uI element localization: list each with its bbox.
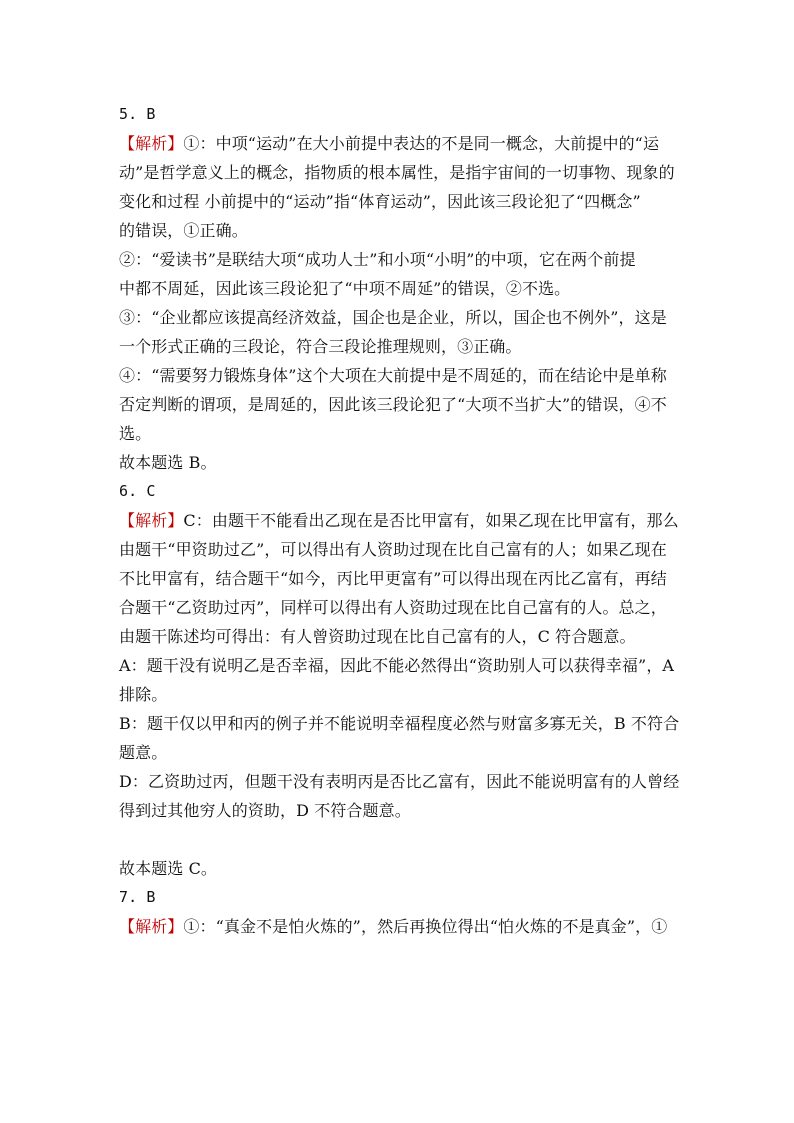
text-line xyxy=(119,361,679,390)
text-line xyxy=(119,767,679,796)
text-line xyxy=(119,332,679,361)
question-label: 6. C xyxy=(119,482,156,500)
line-text: D：乙资助过丙，但题干没有表明丙是否比乙富有，因此不能说明富有的人曾经 xyxy=(119,772,680,791)
text-line xyxy=(119,564,679,593)
text-line xyxy=(119,854,679,883)
line-text: 得到过其他穷人的资助，D 不符合题意。 xyxy=(119,801,411,820)
line-text: 由题干陈述均可得出：有人曾资助过现在比自己富有的人，C 符合题意。 xyxy=(119,627,636,646)
analysis-tag: 【解析】 xyxy=(119,917,184,936)
text-line xyxy=(119,245,679,274)
text-line xyxy=(119,187,679,216)
line-text: 变化和过程 小前提中的“运动”指“体育运动”，因此该三段论犯了“四概念” xyxy=(119,192,641,211)
line-text: 一个形式正确的三段论，符合三段论推理规则，③正确。 xyxy=(119,337,522,356)
text-line xyxy=(119,709,679,738)
line-text: 故本题选 B。 xyxy=(119,453,217,472)
line-text: 故本题选 C。 xyxy=(119,859,218,878)
text-line xyxy=(119,448,679,477)
line-text: 中都不周延，因此该三段论犯了“中项不周延”的错误，②不选。 xyxy=(119,279,571,298)
text-line xyxy=(119,274,679,303)
text-line xyxy=(119,796,679,825)
text-line xyxy=(119,216,679,245)
line-text: ④：“需要努力锻炼身体”这个大项在大前提中是不周延的，而在结论中是单称 xyxy=(119,366,667,385)
line-text: 合题干“乙资助过丙”，同样可以得出有人资助过现在比自己富有的人。总之， xyxy=(119,598,667,617)
line-text: 动”是哲学意义上的概念，指物质的根本属性，是指宇宙间的一切事物、现象的 xyxy=(119,163,675,182)
text-line xyxy=(119,129,679,158)
line-text: 选。 xyxy=(119,424,152,443)
analysis-tag: 【解析】 xyxy=(119,511,184,530)
question-label: 5. B xyxy=(119,105,156,123)
line-text: 的错误，①正确。 xyxy=(119,221,248,240)
line-text: 不比甲富有，结合题干“如今，丙比甲更富有”可以得出现在丙比乙富有，再结 xyxy=(119,569,667,588)
line-text: B：题干仅以甲和丙的例子并不能说明幸福程度必然与财富多寡无关，B 不符合 xyxy=(119,714,680,733)
text-line xyxy=(119,506,679,535)
analysis-tag: 【解析】 xyxy=(119,134,184,153)
line-text: ①：中项“运动”在大小前提中表达的不是同一概念，大前提中的“运 xyxy=(183,134,660,153)
line-text: ②：“爱读书”是联结大项“成功人士”和小项“小明”的中项，它在两个前提 xyxy=(119,250,636,269)
line-text: C：由题干不能看出乙现在是否比甲富有，如果乙现在比甲富有，那么 xyxy=(183,511,679,530)
line-text: 由题干“甲资助过乙”，可以得出有人资助过现在比自己富有的人；如果乙现在 xyxy=(119,540,667,559)
text-line xyxy=(119,390,679,419)
text-line xyxy=(119,680,679,709)
line-text: 否定判断的谓项，是周延的，因此该三段论犯了“大项不当扩大”的错误，④不 xyxy=(119,395,667,414)
text-line xyxy=(119,651,679,680)
text-line xyxy=(119,825,679,854)
text-line xyxy=(119,419,679,448)
text-line xyxy=(119,738,679,767)
text-line xyxy=(119,303,679,332)
text-line xyxy=(119,622,679,651)
document-page xyxy=(119,100,679,941)
line-text: ①：“真金不是怕火炼的”，然后再换位得出“怕火炼的不是真金”，① xyxy=(183,917,668,936)
line-text: ③：“企业都应该提高经济效益，国企也是企业，所以，国企也不例外”，这是 xyxy=(119,308,667,327)
line-text: A：题干没有说明乙是否幸福，因此不能必然得出“资助别人可以获得幸福”，A xyxy=(119,656,675,675)
text-line xyxy=(119,912,679,941)
text-line xyxy=(119,593,679,622)
question-label: 7. B xyxy=(119,888,156,906)
line-text: 题意。 xyxy=(119,743,168,762)
text-line xyxy=(119,535,679,564)
line-text: 排除。 xyxy=(119,685,168,704)
text-line xyxy=(119,158,679,187)
